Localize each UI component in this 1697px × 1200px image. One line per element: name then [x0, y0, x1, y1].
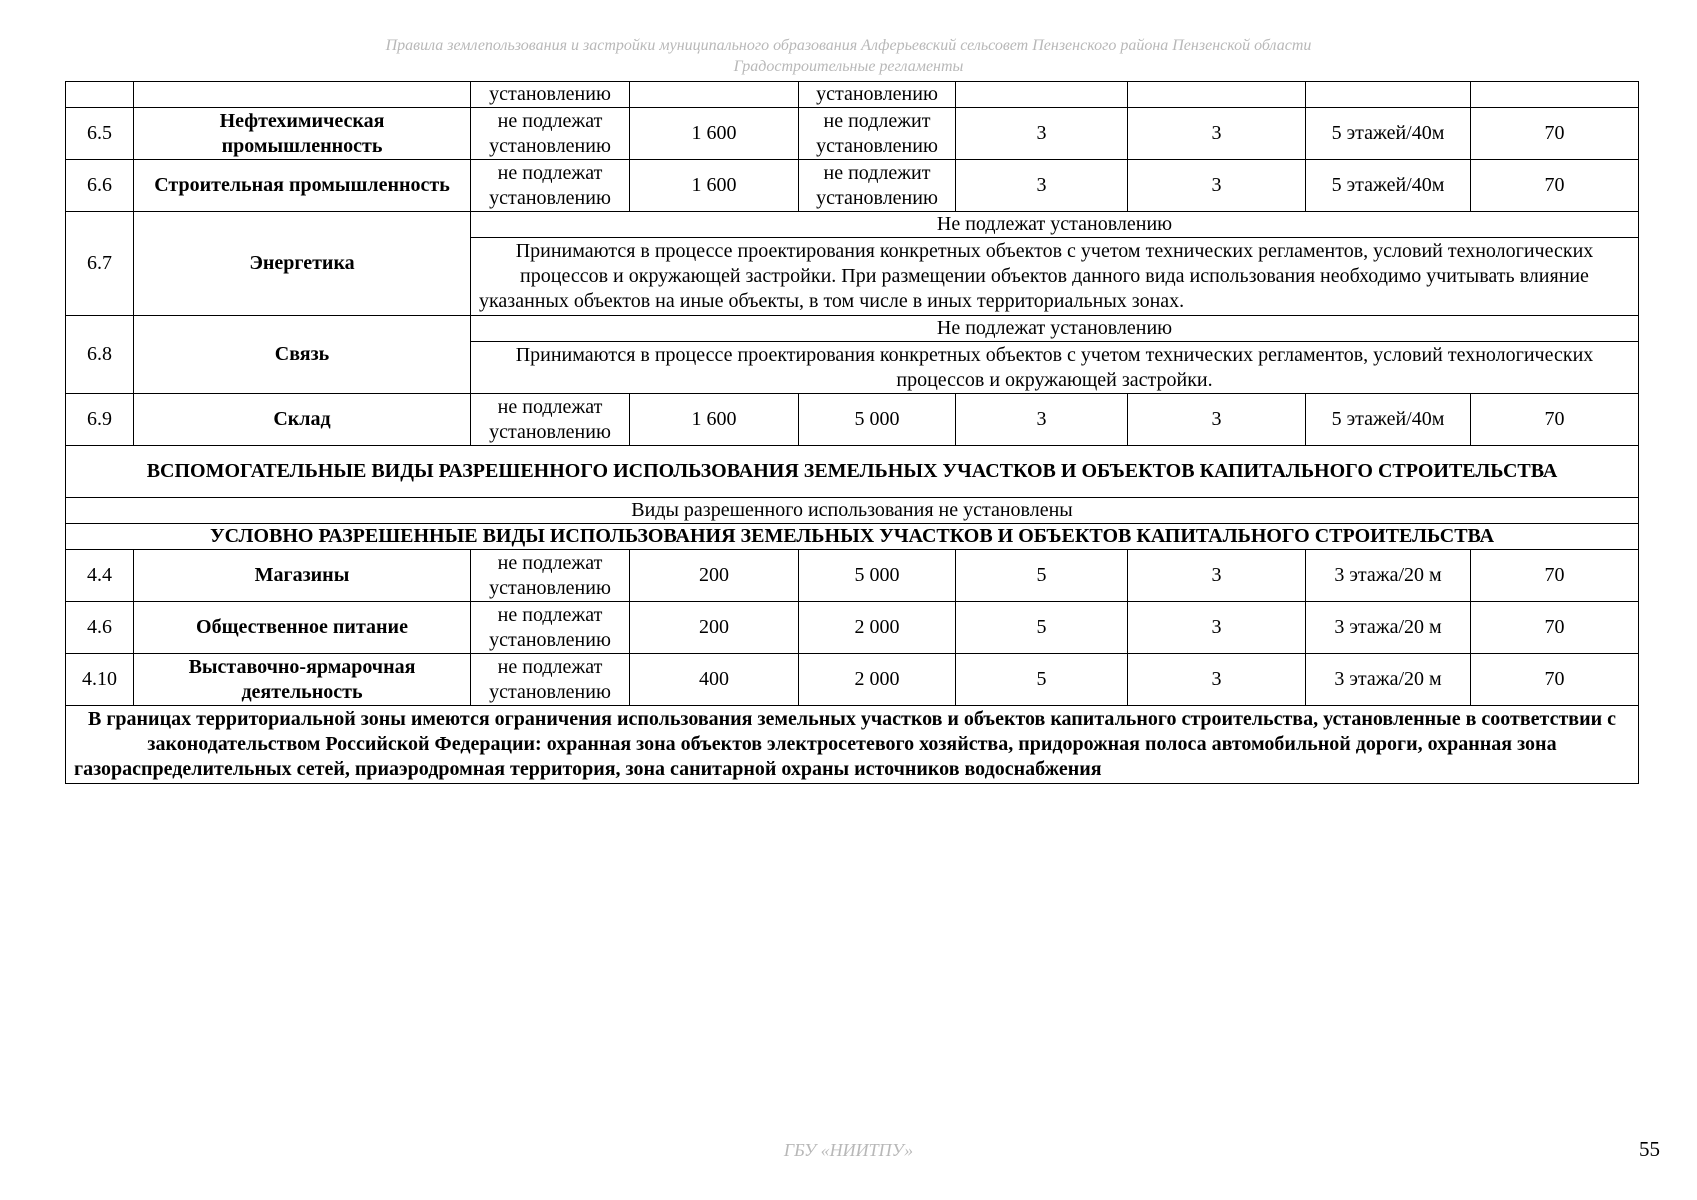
table-cell: 1 600: [630, 394, 799, 446]
table-cell-merged: Принимаются в процессе проектирования конкретных объектов с учетом технических регламентов, условий технологических процессов и окружающей застройки. При размещении объектов данного вида использования необходимо учитывать влияние указанных объектов на иные объекты, в том числе в иных территориальных зонах.: [471, 238, 1639, 316]
table-row: [66, 316, 1639, 342]
table-row: [66, 602, 1639, 654]
table-cell: не подлежит установлению: [799, 108, 956, 160]
table-cell: 3: [956, 394, 1128, 446]
page-number: 55: [1639, 1137, 1660, 1161]
table-row-note: [66, 706, 1639, 784]
row-name: Нефтехимическая промышленность: [134, 108, 471, 160]
table-cell: 5 000: [799, 550, 956, 602]
table-row: [66, 108, 1639, 160]
table-cell: 5 этажей/40м: [1306, 394, 1471, 446]
table-cell: не подлежат установлению: [471, 160, 630, 212]
table-cell: не подлежат установлению: [471, 602, 630, 654]
table-cell: 200: [630, 602, 799, 654]
table-cell: установлению: [471, 82, 630, 108]
table-cell: [1471, 82, 1639, 108]
row-code: 6.6: [66, 160, 134, 212]
table-cell: 1 600: [630, 160, 799, 212]
table-cell: не подлежат установлению: [471, 394, 630, 446]
table-cell: 5: [956, 602, 1128, 654]
table-cell: 200: [630, 550, 799, 602]
row-code: 4.10: [66, 654, 134, 706]
table-cell: 3: [1128, 602, 1306, 654]
table-cell: 70: [1471, 550, 1639, 602]
table-row: [66, 394, 1639, 446]
section-heading-row: [66, 446, 1639, 498]
table-cell: 3: [956, 160, 1128, 212]
table-cell: 3: [1128, 550, 1306, 602]
table-cell: 3 этажа/20 м: [1306, 654, 1471, 706]
table-row: [66, 498, 1639, 524]
table-row: [66, 550, 1639, 602]
table-row: [66, 654, 1639, 706]
table-cell: не подлежат установлению: [471, 654, 630, 706]
table-cell: 70: [1471, 654, 1639, 706]
table-cell: 5: [956, 550, 1128, 602]
row-code: 6.9: [66, 394, 134, 446]
table-cell: 3 этажа/20 м: [1306, 550, 1471, 602]
row-name: Общественное питание: [134, 602, 471, 654]
table-cell: не подлежит установлению: [799, 160, 956, 212]
table-cell-merged: Принимаются в процессе проектирования конкретных объектов с учетом технических регламентов, условий технологических процессов и окружающей застройки.: [471, 342, 1639, 394]
row-code: 6.7: [66, 212, 134, 316]
table-cell: 70: [1471, 602, 1639, 654]
row-code: 6.5: [66, 108, 134, 160]
table-cell: 3: [1128, 108, 1306, 160]
section-text-auxiliary: Виды разрешенного использования не установлены: [66, 498, 1639, 524]
row-code: 4.4: [66, 550, 134, 602]
table-row: [66, 212, 1639, 238]
table-cell: 2 000: [799, 602, 956, 654]
table-cell: 70: [1471, 108, 1639, 160]
footer-organization: ГБУ «НИИТПУ»: [783, 1140, 914, 1160]
table-cell-merged: Не подлежат установлению: [471, 212, 1639, 238]
table-cell: установлению: [799, 82, 956, 108]
section-heading-conditional: УСЛОВНО РАЗРЕШЕННЫЕ ВИДЫ ИСПОЛЬЗОВАНИЯ ЗЕМЕЛЬНЫХ УЧАСТКОВ И ОБЪЕКТОВ КАПИТАЛЬНОГО СТРОИТЕЛЬСТВА: [66, 524, 1639, 550]
row-code: 6.8: [66, 316, 134, 394]
table-cell: 3: [1128, 160, 1306, 212]
section-heading-auxiliary: ВСПОМОГАТЕЛЬНЫЕ ВИДЫ РАЗРЕШЕННОГО ИСПОЛЬЗОВАНИЯ ЗЕМЕЛЬНЫХ УЧАСТКОВ И ОБЪЕКТОВ КАПИТАЛЬНОГО СТРОИТЕЛЬСТВА: [66, 446, 1639, 498]
table-cell: [630, 82, 799, 108]
page-header-subtitle: Градостроительные регламенты: [733, 58, 964, 75]
table-cell: не подлежат установлению: [471, 108, 630, 160]
regulations-table: [65, 81, 1639, 784]
table-cell: 3: [1128, 654, 1306, 706]
table-cell: 3: [1128, 394, 1306, 446]
table-cell: 70: [1471, 394, 1639, 446]
table-row: [66, 160, 1639, 212]
table-cell: 400: [630, 654, 799, 706]
row-name: Строительная промышленность: [134, 160, 471, 212]
restrictions-note: В границах территориальной зоны имеются ограничения использования земельных участков и объектов капитального строительства, установленные в соответствии с законодательством Российской Федерации: охранная зона объектов электросетевого хозяйства, придорожная полоса автомобильной дороги, охранная зона газораспределительных сетей, приаэродромная территория, зона санитарной охраны источников водоснабжения: [66, 706, 1639, 784]
table-cell-merged: Не подлежат установлению: [471, 316, 1639, 342]
table-cell: 3: [956, 108, 1128, 160]
row-name: Связь: [134, 316, 471, 394]
table-cell: [66, 82, 134, 108]
table-cell: 5: [956, 654, 1128, 706]
row-name: Склад: [134, 394, 471, 446]
row-code: 4.6: [66, 602, 134, 654]
table-cell: [134, 82, 471, 108]
table-cell: [1128, 82, 1306, 108]
table-cell: 2 000: [799, 654, 956, 706]
section-heading-row: [66, 524, 1639, 550]
row-name: Магазины: [134, 550, 471, 602]
table-cell: [1306, 82, 1471, 108]
table-row-continued: [66, 82, 1639, 108]
row-name: Выставочно-ярмарочная деятельность: [134, 654, 471, 706]
table-cell: 3 этажа/20 м: [1306, 602, 1471, 654]
table-cell: не подлежат установлению: [471, 550, 630, 602]
table-cell: 5 этажей/40м: [1306, 108, 1471, 160]
table-cell: 1 600: [630, 108, 799, 160]
row-name: Энергетика: [134, 212, 471, 316]
table-cell: 5 этажей/40м: [1306, 160, 1471, 212]
table-cell: 70: [1471, 160, 1639, 212]
table-cell: [956, 82, 1128, 108]
page-header-title: Правила землепользования и застройки муниципального образования Алферьевский сельсовет Пензенского района Пензенской области: [385, 37, 1312, 54]
table-cell: 5 000: [799, 394, 956, 446]
